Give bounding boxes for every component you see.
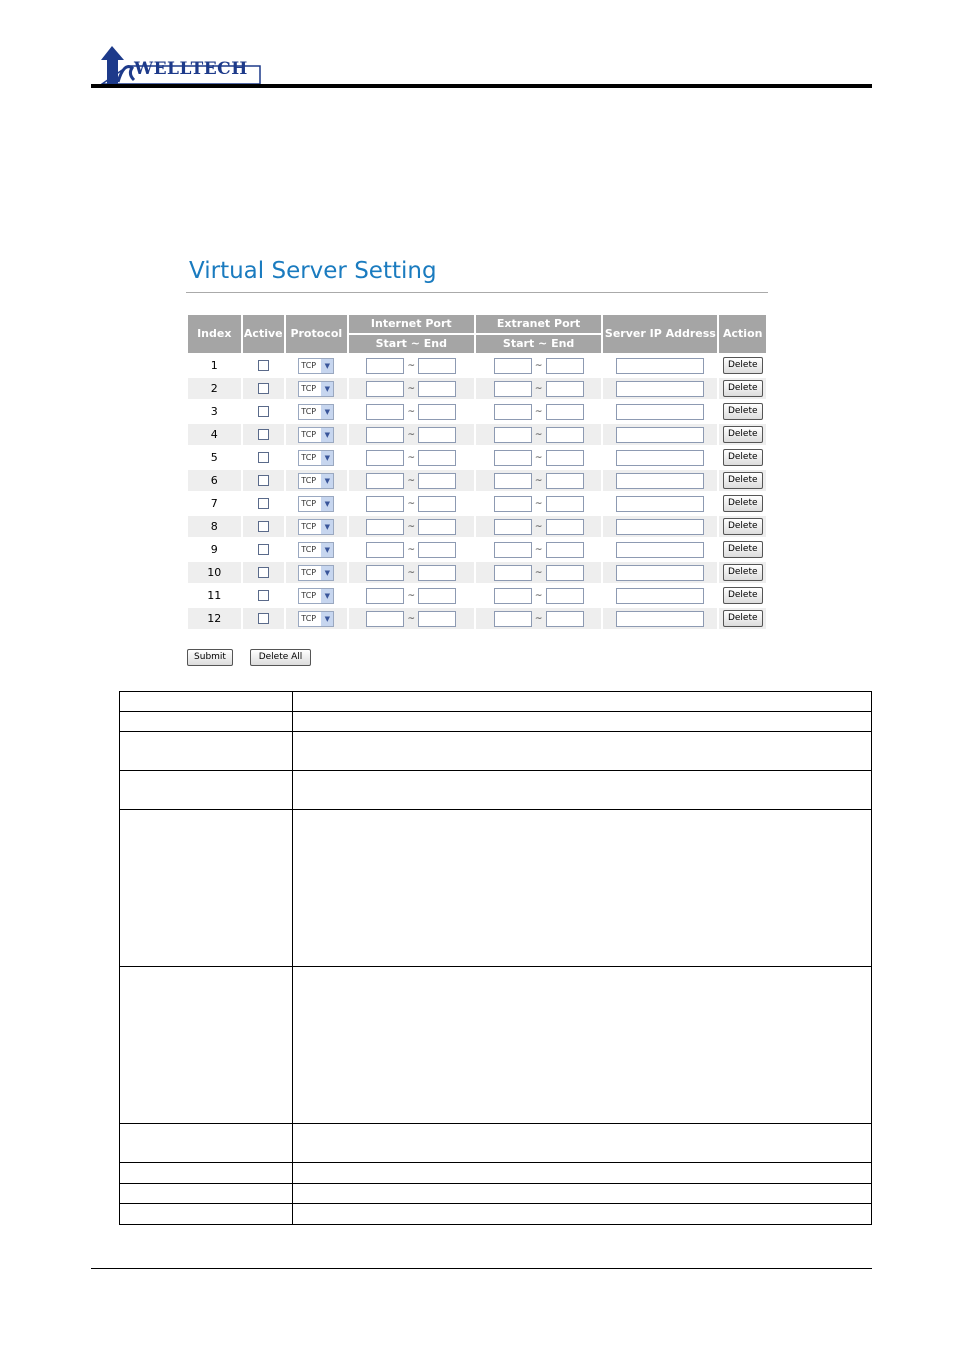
row-index: 7 — [188, 491, 241, 514]
extranet-port-start-input[interactable] — [494, 473, 532, 489]
table-row — [188, 353, 766, 376]
header-index: Index — [188, 315, 241, 353]
server-ip-input[interactable] — [616, 588, 704, 604]
row-server-ip-cell — [603, 353, 717, 376]
row-protocol-cell — [286, 491, 347, 514]
chevron-down-icon: ▼ — [321, 497, 333, 511]
server-ip-input[interactable] — [616, 565, 704, 581]
row-active-cell — [243, 468, 284, 491]
protocol-value: TCP — [301, 429, 317, 439]
description-row — [119, 1203, 872, 1225]
row-extranet-port-cell — [476, 606, 601, 629]
description-row — [119, 1183, 872, 1204]
delete-button[interactable]: Delete — [723, 587, 763, 604]
extranet-port-start-input[interactable] — [494, 542, 532, 558]
internet-port-start-input[interactable] — [366, 496, 404, 512]
row-server-ip-cell — [603, 376, 717, 399]
row-index: 2 — [188, 376, 241, 399]
protocol-value: TCP — [301, 452, 317, 462]
range-separator: ~ — [534, 406, 543, 417]
active-checkbox[interactable] — [258, 567, 269, 578]
internet-port-end-input[interactable] — [418, 404, 456, 420]
row-protocol-cell — [286, 422, 347, 445]
extranet-port-end-input[interactable] — [546, 542, 584, 558]
row-server-ip-cell — [603, 606, 717, 629]
row-action-cell — [719, 560, 766, 583]
internet-port-end-input[interactable] — [418, 450, 456, 466]
chevron-down-icon: ▼ — [321, 543, 333, 557]
header-internet-port: Internet Port — [349, 315, 474, 333]
row-index: 5 — [188, 445, 241, 468]
row-server-ip-cell — [603, 468, 717, 491]
row-index: 11 — [188, 583, 241, 606]
row-internet-port-cell — [349, 445, 474, 468]
row-internet-port-cell — [349, 468, 474, 491]
range-separator: ~ — [534, 360, 543, 371]
protocol-value: TCP — [301, 521, 317, 531]
chevron-down-icon: ▼ — [321, 612, 333, 626]
row-action-cell — [719, 376, 766, 399]
range-separator: ~ — [407, 452, 416, 463]
server-ip-input[interactable] — [616, 381, 704, 397]
row-active-cell — [243, 353, 284, 376]
server-ip-input[interactable] — [616, 611, 704, 627]
extranet-port-end-input[interactable] — [546, 427, 584, 443]
row-extranet-port-cell — [476, 376, 601, 399]
range-separator: ~ — [407, 544, 416, 555]
table-row — [188, 514, 766, 537]
row-protocol-cell — [286, 353, 347, 376]
extranet-port-end-input[interactable] — [546, 450, 584, 466]
range-separator: ~ — [534, 452, 543, 463]
row-protocol-cell — [286, 606, 347, 629]
internet-port-start-input[interactable] — [366, 519, 404, 535]
header-protocol: Protocol — [286, 315, 347, 353]
chevron-down-icon: ▼ — [321, 566, 333, 580]
row-extranet-port-cell — [476, 445, 601, 468]
row-action-cell — [719, 514, 766, 537]
extranet-port-end-input[interactable] — [546, 404, 584, 420]
row-active-cell — [243, 560, 284, 583]
description-row — [119, 770, 872, 810]
extranet-port-end-input[interactable] — [546, 358, 584, 374]
table-row — [188, 468, 766, 491]
row-server-ip-cell — [603, 399, 717, 422]
row-extranet-port-cell — [476, 399, 601, 422]
row-server-ip-cell — [603, 583, 717, 606]
range-separator: ~ — [407, 475, 416, 486]
extranet-port-end-input[interactable] — [546, 496, 584, 512]
header-action: Action — [719, 315, 766, 353]
internet-port-end-input[interactable] — [418, 542, 456, 558]
row-internet-port-cell — [349, 376, 474, 399]
chevron-down-icon: ▼ — [321, 428, 333, 442]
row-protocol-cell — [286, 376, 347, 399]
active-checkbox[interactable] — [258, 590, 269, 601]
extranet-port-start-input[interactable] — [494, 427, 532, 443]
range-separator: ~ — [407, 360, 416, 371]
extranet-port-start-input[interactable] — [494, 519, 532, 535]
table-row — [188, 560, 766, 583]
extranet-port-end-input[interactable] — [546, 588, 584, 604]
description-row — [119, 1123, 872, 1163]
chevron-down-icon: ▼ — [321, 359, 333, 373]
range-separator: ~ — [534, 475, 543, 486]
server-ip-input[interactable] — [616, 450, 704, 466]
table-row — [188, 606, 766, 629]
active-checkbox[interactable] — [258, 613, 269, 624]
range-separator: ~ — [407, 613, 416, 624]
description-row — [119, 1162, 872, 1184]
virtual-server-table — [186, 315, 768, 629]
chevron-down-icon: ▼ — [321, 451, 333, 465]
extranet-port-end-input[interactable] — [546, 519, 584, 535]
row-action-cell — [719, 353, 766, 376]
header-extranet-port: Extranet Port — [476, 315, 601, 333]
protocol-select[interactable] — [298, 496, 334, 512]
row-action-cell — [719, 583, 766, 606]
range-separator: ~ — [407, 429, 416, 440]
active-checkbox[interactable] — [258, 452, 269, 463]
row-index: 10 — [188, 560, 241, 583]
internet-port-start-input[interactable] — [366, 611, 404, 627]
active-checkbox[interactable] — [258, 498, 269, 509]
delete-button[interactable]: Delete — [723, 426, 763, 443]
internet-port-end-input[interactable] — [418, 473, 456, 489]
description-row — [119, 691, 872, 712]
extranet-port-start-input[interactable] — [494, 565, 532, 581]
row-server-ip-cell — [603, 537, 717, 560]
row-internet-port-cell — [349, 606, 474, 629]
row-protocol-cell — [286, 583, 347, 606]
internet-port-end-input[interactable] — [418, 358, 456, 374]
internet-port-end-input[interactable] — [418, 381, 456, 397]
range-separator: ~ — [534, 498, 543, 509]
row-action-cell — [719, 422, 766, 445]
internet-port-end-input[interactable] — [418, 496, 456, 512]
range-separator: ~ — [407, 383, 416, 394]
delete-button[interactable]: Delete — [723, 541, 763, 558]
delete-button[interactable]: Delete — [723, 380, 763, 397]
row-server-ip-cell — [603, 514, 717, 537]
protocol-value: TCP — [301, 613, 317, 623]
range-separator: ~ — [407, 406, 416, 417]
table-row — [188, 445, 766, 468]
active-checkbox[interactable] — [258, 360, 269, 371]
row-active-cell — [243, 376, 284, 399]
protocol-select[interactable] — [298, 450, 334, 466]
extranet-port-start-input[interactable] — [494, 358, 532, 374]
range-separator: ~ — [407, 590, 416, 601]
extranet-port-end-input[interactable] — [546, 473, 584, 489]
active-checkbox[interactable] — [258, 429, 269, 440]
protocol-select[interactable] — [298, 565, 334, 581]
table-row — [188, 583, 766, 606]
row-active-cell — [243, 537, 284, 560]
range-separator: ~ — [407, 567, 416, 578]
row-protocol-cell — [286, 468, 347, 491]
extranet-port-start-input[interactable] — [494, 450, 532, 466]
delete-button[interactable]: Delete — [723, 564, 763, 581]
header-server-ip: Server IP Address — [603, 315, 717, 353]
chevron-down-icon: ▼ — [321, 382, 333, 396]
description-row — [119, 711, 872, 732]
internet-port-start-input[interactable] — [366, 427, 404, 443]
row-extranet-port-cell — [476, 468, 601, 491]
server-ip-input[interactable] — [616, 542, 704, 558]
row-internet-port-cell — [349, 491, 474, 514]
table-row — [188, 491, 766, 514]
extranet-port-start-input[interactable] — [494, 611, 532, 627]
delete-button[interactable]: Delete — [723, 495, 763, 512]
row-active-cell — [243, 399, 284, 422]
internet-port-start-input[interactable] — [366, 381, 404, 397]
header-internet-start-end: Start ~ End — [349, 333, 474, 353]
row-extranet-port-cell — [476, 491, 601, 514]
server-ip-input[interactable] — [616, 404, 704, 420]
table-row — [188, 422, 766, 445]
submit-button[interactable]: Submit — [187, 649, 233, 666]
footer-rule — [91, 1268, 872, 1269]
extranet-port-start-input[interactable] — [494, 588, 532, 604]
row-index: 8 — [188, 514, 241, 537]
row-extranet-port-cell — [476, 353, 601, 376]
range-separator: ~ — [534, 544, 543, 555]
delete-button[interactable]: Delete — [723, 472, 763, 489]
row-action-cell — [719, 606, 766, 629]
protocol-value: TCP — [301, 406, 317, 416]
protocol-select[interactable] — [298, 427, 334, 443]
protocol-select[interactable] — [298, 542, 334, 558]
row-internet-port-cell — [349, 353, 474, 376]
description-row — [119, 731, 872, 771]
row-active-cell — [243, 422, 284, 445]
server-ip-input[interactable] — [616, 473, 704, 489]
row-internet-port-cell — [349, 583, 474, 606]
title-divider — [186, 292, 768, 293]
row-internet-port-cell — [349, 537, 474, 560]
delete-button[interactable]: Delete — [723, 403, 763, 420]
internet-port-end-input[interactable] — [418, 519, 456, 535]
row-internet-port-cell — [349, 514, 474, 537]
internet-port-end-input[interactable] — [418, 611, 456, 627]
extranet-port-end-input[interactable] — [546, 565, 584, 581]
row-server-ip-cell — [603, 422, 717, 445]
range-separator: ~ — [407, 498, 416, 509]
range-separator: ~ — [534, 383, 543, 394]
active-checkbox[interactable] — [258, 406, 269, 417]
header-extranet-start-end: Start ~ End — [476, 333, 601, 353]
brand-name: WELLTECH — [134, 59, 248, 79]
delete-button[interactable]: Delete — [723, 610, 763, 627]
protocol-select[interactable] — [298, 404, 334, 420]
row-action-cell — [719, 468, 766, 491]
protocol-select[interactable] — [298, 588, 334, 604]
table-row — [188, 399, 766, 422]
internet-port-start-input[interactable] — [366, 542, 404, 558]
table-row — [188, 537, 766, 560]
row-index: 4 — [188, 422, 241, 445]
row-server-ip-cell — [603, 491, 717, 514]
delete-button[interactable]: Delete — [723, 357, 763, 374]
internet-port-start-input[interactable] — [366, 473, 404, 489]
active-checkbox[interactable] — [258, 521, 269, 532]
chevron-down-icon: ▼ — [321, 589, 333, 603]
active-checkbox[interactable] — [258, 475, 269, 486]
page-title: Virtual Server Setting — [189, 258, 437, 284]
protocol-value: TCP — [301, 544, 317, 554]
row-internet-port-cell — [349, 560, 474, 583]
delete-button[interactable]: Delete — [723, 518, 763, 535]
internet-port-start-input[interactable] — [366, 450, 404, 466]
row-extranet-port-cell — [476, 537, 601, 560]
chevron-down-icon: ▼ — [321, 405, 333, 419]
protocol-select[interactable] — [298, 473, 334, 489]
range-separator: ~ — [534, 590, 543, 601]
delete-button[interactable]: Delete — [723, 449, 763, 466]
active-checkbox[interactable] — [258, 383, 269, 394]
range-separator: ~ — [534, 521, 543, 532]
row-server-ip-cell — [603, 560, 717, 583]
row-internet-port-cell — [349, 422, 474, 445]
row-action-cell — [719, 491, 766, 514]
row-action-cell — [719, 399, 766, 422]
row-action-cell — [719, 445, 766, 468]
row-index: 9 — [188, 537, 241, 560]
row-index: 1 — [188, 353, 241, 376]
protocol-value: TCP — [301, 567, 317, 577]
server-ip-input[interactable] — [616, 519, 704, 535]
description-table — [119, 691, 872, 1226]
row-extranet-port-cell — [476, 560, 601, 583]
row-active-cell — [243, 514, 284, 537]
server-ip-input[interactable] — [616, 496, 704, 512]
row-extranet-port-cell — [476, 514, 601, 537]
extranet-port-end-input[interactable] — [546, 611, 584, 627]
row-active-cell — [243, 491, 284, 514]
chevron-down-icon: ▼ — [321, 520, 333, 534]
row-index: 6 — [188, 468, 241, 491]
protocol-select[interactable] — [298, 358, 334, 374]
server-ip-input[interactable] — [616, 358, 704, 374]
row-protocol-cell — [286, 399, 347, 422]
internet-port-end-input[interactable] — [418, 588, 456, 604]
range-separator: ~ — [407, 521, 416, 532]
server-ip-input[interactable] — [616, 427, 704, 443]
description-row — [119, 809, 872, 967]
internet-port-start-input[interactable] — [366, 404, 404, 420]
protocol-select[interactable] — [298, 611, 334, 627]
row-active-cell — [243, 583, 284, 606]
range-separator: ~ — [534, 613, 543, 624]
internet-port-start-input[interactable] — [366, 358, 404, 374]
range-separator: ~ — [534, 429, 543, 440]
row-active-cell — [243, 445, 284, 468]
table-row — [188, 376, 766, 399]
protocol-value: TCP — [301, 383, 317, 393]
internet-port-start-input[interactable] — [366, 588, 404, 604]
row-index: 3 — [188, 399, 241, 422]
header-active: Active — [243, 315, 284, 353]
extranet-port-start-input[interactable] — [494, 496, 532, 512]
row-protocol-cell — [286, 537, 347, 560]
chevron-down-icon: ▼ — [321, 474, 333, 488]
active-checkbox[interactable] — [258, 544, 269, 555]
description-row — [119, 966, 872, 1124]
internet-port-start-input[interactable] — [366, 565, 404, 581]
protocol-value: TCP — [301, 475, 317, 485]
row-protocol-cell — [286, 514, 347, 537]
protocol-value: TCP — [301, 498, 317, 508]
extranet-port-start-input[interactable] — [494, 381, 532, 397]
row-server-ip-cell — [603, 445, 717, 468]
protocol-value: TCP — [301, 590, 317, 600]
protocol-value: TCP — [301, 360, 317, 370]
row-active-cell — [243, 606, 284, 629]
internet-port-end-input[interactable] — [418, 427, 456, 443]
header-rule — [91, 84, 872, 88]
extranet-port-start-input[interactable] — [494, 404, 532, 420]
row-extranet-port-cell — [476, 583, 601, 606]
row-extranet-port-cell — [476, 422, 601, 445]
protocol-select[interactable] — [298, 519, 334, 535]
delete-all-button[interactable]: Delete All — [250, 649, 311, 666]
row-action-cell — [719, 537, 766, 560]
internet-port-end-input[interactable] — [418, 565, 456, 581]
row-protocol-cell — [286, 560, 347, 583]
range-separator: ~ — [534, 567, 543, 578]
protocol-select[interactable] — [298, 381, 334, 397]
row-protocol-cell — [286, 445, 347, 468]
extranet-port-end-input[interactable] — [546, 381, 584, 397]
row-index: 12 — [188, 606, 241, 629]
row-internet-port-cell — [349, 399, 474, 422]
